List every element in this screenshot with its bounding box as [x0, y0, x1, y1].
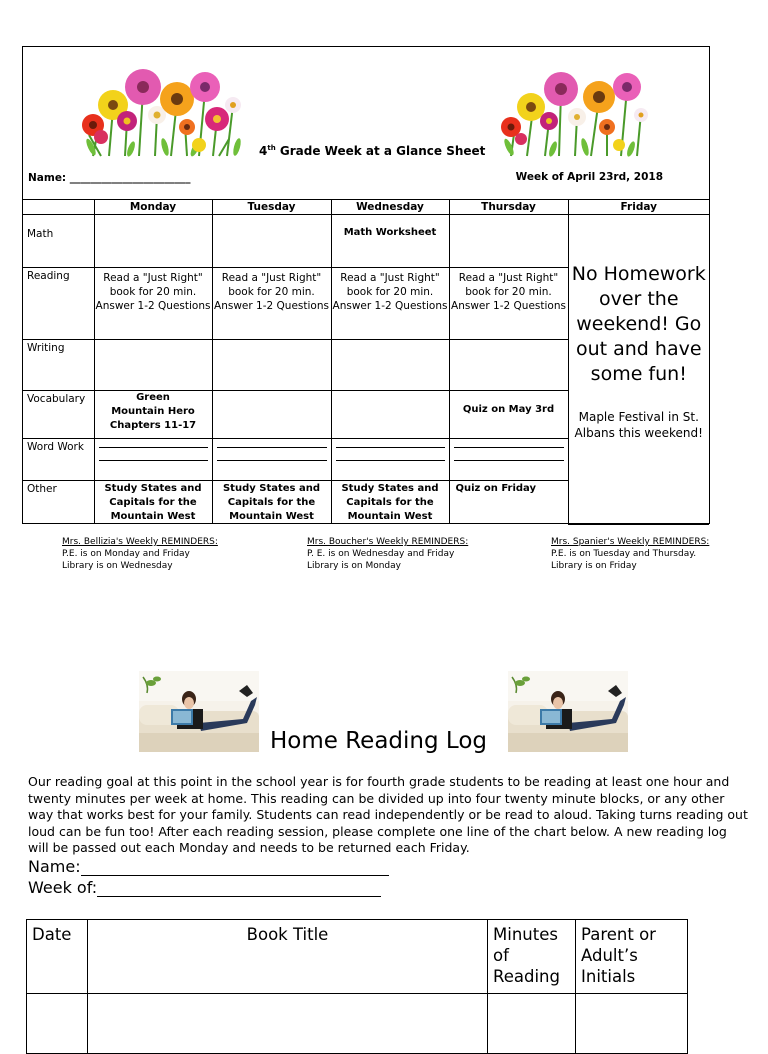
reminder-pe: P.E. is on Tuesday and Thursday. — [551, 549, 697, 559]
cell-writing-thursday — [449, 340, 568, 391]
row-label-math: Math — [23, 215, 94, 268]
reminder-library: Library is on Friday — [551, 561, 637, 571]
col-initials: Parent or Adult’s Initials — [576, 920, 688, 994]
vocabulary-monday-text: Green Mountain Hero Chapters 11-17 — [109, 392, 197, 431]
week-of-date: Week of April 23rd, 2018 — [515, 171, 663, 183]
reading-log-title: Home Reading Log — [270, 728, 487, 754]
flowers-image-left — [79, 61, 245, 157]
cell-math-tuesday — [212, 215, 331, 268]
cell-wordwork-monday — [94, 439, 212, 481]
cell-other-monday — [94, 481, 212, 525]
header-friday: Friday — [568, 200, 709, 215]
reminder-library: Library is on Monday — [307, 561, 401, 571]
cell-reading-tuesday — [212, 268, 331, 340]
vocabulary-thursday-text: Quiz on May 3rd — [462, 404, 555, 415]
reminders-bellizia — [62, 536, 218, 572]
header-thursday: Thursday — [449, 200, 568, 215]
reminder-library: Library is on Wednesday — [62, 561, 173, 571]
cell-writing-monday — [94, 340, 212, 391]
row-label-vocabulary: Vocabulary — [23, 391, 94, 439]
reading-monday-text: Read a "Just Right" book for 20 min. Answer 1-2 Questions — [95, 272, 211, 312]
col-book-title: Book Title — [88, 920, 488, 994]
reminder-heading: Mrs. Boucher's Weekly REMINDERS: — [307, 537, 469, 547]
week-label: Week of: — [28, 878, 98, 897]
row-label-word-work: Word Work — [23, 439, 94, 481]
row-math — [23, 215, 709, 268]
reading-girl-photo-left — [139, 671, 259, 752]
header-monday: Monday — [94, 200, 212, 215]
header-blank — [23, 200, 94, 215]
cell-wordwork-wednesday — [331, 439, 449, 481]
cell-other-wednesday — [331, 481, 449, 525]
cell-friday-all — [568, 215, 709, 525]
other-thursday-text: Quiz on Friday — [455, 483, 536, 494]
student-name-line: Name: _______________________ — [28, 172, 191, 184]
sheet-title: 4th Grade Week at a Glance Sheet — [259, 144, 486, 158]
reminder-pe: P.E. is on Monday and Friday — [62, 549, 190, 559]
cell-math-monday — [94, 215, 212, 268]
row-label-reading: Reading — [23, 268, 94, 340]
cell-writing-tuesday — [212, 340, 331, 391]
reading-log-table — [26, 919, 688, 1054]
cell-other-tuesday — [212, 481, 331, 525]
cell-vocabulary-tuesday — [212, 391, 331, 439]
reminders-boucher — [307, 536, 468, 572]
cell-reading-thursday — [449, 268, 568, 340]
reminder-heading: Mrs. Spanier's Weekly REMINDERS: — [551, 537, 710, 547]
other-tuesday-text: Study States and Capitals for the Mountain West — [222, 483, 320, 522]
reminder-pe: P. E. is on Wednesday and Friday — [307, 549, 455, 559]
weekly-schedule-table — [23, 199, 709, 525]
header-tuesday: Tuesday — [212, 200, 331, 215]
name-label: Name: — [28, 857, 81, 876]
cell-math-wednesday — [331, 215, 449, 268]
flowers-image-right — [499, 61, 649, 157]
reading-wednesday-text: Read a "Just Right" book for 20 min. Answer 1-2 Questions — [332, 272, 448, 312]
row-label-writing: Writing — [23, 340, 94, 391]
cell-wordwork-thursday — [449, 439, 568, 481]
cell-vocabulary-thursday — [449, 391, 568, 439]
col-minutes: Minutes of Reading — [488, 920, 576, 994]
reading-girl-photo-right — [508, 671, 628, 752]
reminder-heading: Mrs. Bellizia's Weekly REMINDERS: — [62, 537, 218, 547]
cell-vocabulary-wednesday — [331, 391, 449, 439]
week-at-a-glance-sheet — [22, 46, 710, 524]
cell-wordwork-tuesday — [212, 439, 331, 481]
cell-vocabulary-monday — [94, 391, 212, 439]
log-header-row — [27, 920, 688, 994]
reminders-spanier — [551, 536, 709, 572]
friday-message: No Homework over the weekend! Go out and have some fun! — [571, 263, 706, 385]
reading-log-week-line — [28, 878, 381, 897]
other-wednesday-text: Study States and Capitals for the Mountain West — [341, 483, 439, 522]
friday-note: Maple Festival in St. Albans this weekend! — [574, 410, 703, 440]
reading-thursday-text: Read a "Just Right" book for 20 min. Answer 1-2 Questions — [451, 272, 566, 312]
cell-reading-monday — [94, 268, 212, 340]
week-blank — [97, 882, 381, 897]
math-wednesday-text: Math Worksheet — [343, 227, 437, 238]
table-header-row — [23, 200, 709, 215]
cell-other-thursday — [449, 481, 568, 525]
name-blank — [81, 861, 389, 876]
header-wednesday: Wednesday — [331, 200, 449, 215]
other-monday-text: Study States and Capitals for the Mountain West — [104, 483, 202, 522]
reading-log-instructions: Our reading goal at this point in the school year is for fourth grade students to be reading at least one hour and twenty minutes per week at home. This reading can be divided up into four twenty minute blocks, or any other way that works best for your family. Students can read independently or be read to aloud. Taking turns reading out loud can be fun too! After each reading session, please complete one line of the chart below. A new reading log will be passed out each Monday and needs to be returned each Friday. — [28, 774, 748, 855]
cell-math-thursday — [449, 215, 568, 268]
reading-log-name-line — [28, 857, 389, 876]
col-date: Date — [27, 920, 88, 994]
row-label-other: Other — [23, 481, 94, 525]
cell-writing-wednesday — [331, 340, 449, 391]
reading-tuesday-text: Read a "Just Right" book for 20 min. Answer 1-2 Questions — [214, 272, 329, 312]
cell-reading-wednesday — [331, 268, 449, 340]
